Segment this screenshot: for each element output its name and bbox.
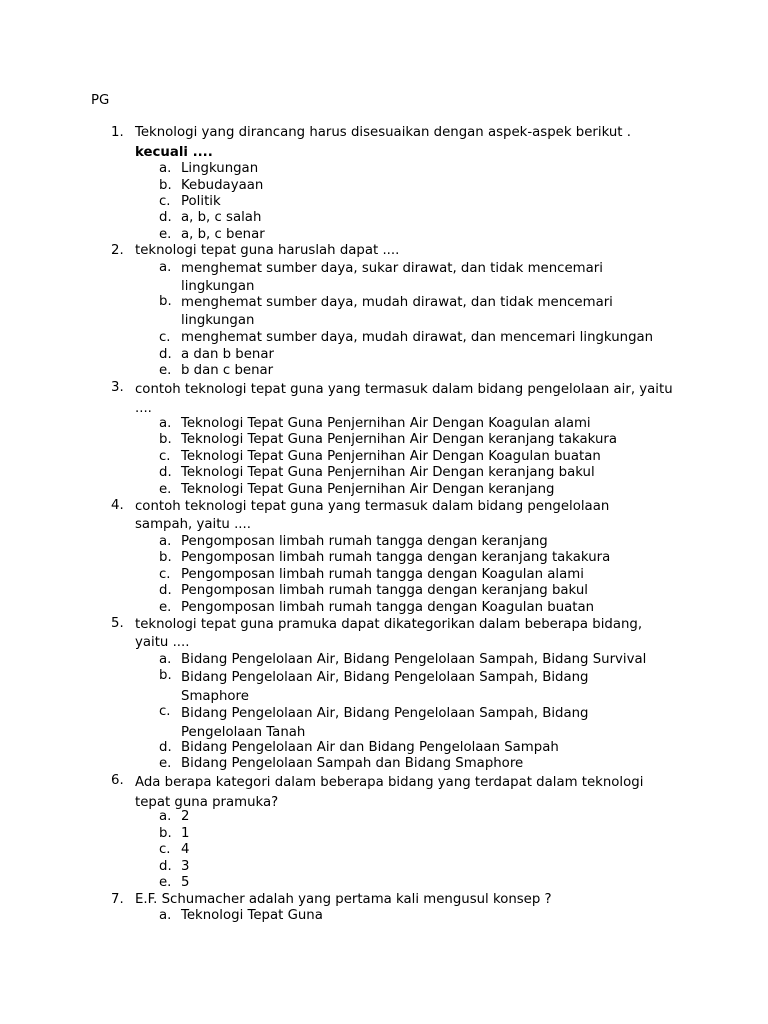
option-letter: d.	[159, 210, 172, 225]
option-letter: b.	[159, 668, 172, 683]
option-text: Politik	[181, 194, 221, 209]
question-emphasis: kecuali ....	[135, 144, 213, 160]
question-number: 4.	[111, 498, 124, 513]
option-text: b dan c benar	[181, 363, 274, 378]
option-text: Teknologi Tepat Guna Penjernihan Air Dengan keranjang	[181, 482, 555, 497]
option-text: Teknologi Tepat Guna Penjernihan Air Dengan keranjang bakul	[181, 465, 595, 480]
option-letter: a.	[159, 161, 172, 176]
section-heading: PG	[91, 93, 110, 108]
question-text: teknologi tepat guna pramuka dapat dikategorikan dalam beberapa bidang, yaitu ....	[135, 617, 643, 650]
option-text: Bidang Pengelolaan Air, Bidang Pengelolaan Sampah, Bidang Survival	[181, 652, 647, 667]
option-text: Bidang Pengelolaan Air, Bidang Pengelolaan Sampah, Bidang Pengelolaan Tanah	[181, 706, 589, 740]
option-letter: e.	[159, 756, 172, 771]
option-letter: d.	[159, 465, 172, 480]
option-letter: b.	[159, 178, 172, 193]
option-text: menghemat sumber daya, mudah dirawat, dan tidak mencemari lingkungan	[181, 295, 613, 328]
option-text: a dan b benar	[181, 347, 274, 362]
option-text: 4	[181, 842, 190, 857]
question-number: 2.	[111, 243, 124, 258]
option-text: 1	[181, 826, 190, 841]
question-text: Ada berapa kategori dalam beberapa bidang yang terdapat dalam teknologi tepat guna pramuka?	[135, 775, 644, 810]
option-letter: d.	[159, 859, 172, 874]
option-letter: c.	[159, 330, 171, 345]
option-text: Teknologi Tepat Guna	[181, 908, 323, 923]
question-text: contoh teknologi tepat guna yang termasuk dalam bidang pengelolaan air, yaitu ....	[135, 382, 673, 416]
option-letter: a.	[159, 534, 172, 549]
option-letter: c.	[159, 449, 171, 464]
option-letter: c.	[159, 704, 171, 719]
option-text: Bidang Pengelolaan Air, Bidang Pengelolaan Sampah, Bidang Smaphore	[181, 670, 589, 704]
question-text: teknologi tepat guna haruslah dapat ....	[135, 243, 400, 258]
option-letter: a.	[159, 908, 172, 923]
option-text: Pengomposan limbah rumah tangga dengan keranjang takakura	[181, 550, 611, 565]
question-stem: Teknologi yang dirancang harus disesuaikan dengan aspek-aspek berikut .	[135, 125, 631, 140]
option-text: Pengomposan limbah rumah tangga dengan Koagulan alami	[181, 567, 584, 582]
question-text: E.F. Schumacher adalah yang pertama kali mengusul konsep ?	[135, 892, 552, 907]
option-text: Teknologi Tepat Guna Penjernihan Air Dengan Koagulan alami	[181, 416, 591, 431]
question-number: 5.	[111, 616, 124, 631]
option-text: 5	[181, 875, 190, 890]
option-letter: c.	[159, 567, 171, 582]
option-letter: d.	[159, 347, 172, 362]
question-text: contoh teknologi tepat guna yang termasuk dalam bidang pengelolaan sampah, yaitu ....	[135, 499, 610, 532]
option-letter: a.	[159, 416, 172, 431]
question-number: 7.	[111, 892, 124, 907]
option-letter: b.	[159, 826, 172, 841]
option-letter: e.	[159, 363, 172, 378]
option-text: Pengomposan limbah rumah tangga dengan keranjang bakul	[181, 583, 588, 598]
option-letter: a.	[159, 260, 172, 275]
option-text: 3	[181, 859, 190, 874]
option-letter: e.	[159, 875, 172, 890]
option-text: Teknologi Tepat Guna Penjernihan Air Dengan Koagulan buatan	[181, 449, 601, 464]
option-text: Kebudayaan	[181, 178, 264, 193]
option-letter: d.	[159, 583, 172, 598]
option-text: Pengomposan limbah rumah tangga dengan keranjang	[181, 534, 548, 549]
option-text: 2	[181, 809, 190, 824]
option-text: Teknologi Tepat Guna Penjernihan Air Dengan keranjang takakura	[181, 432, 617, 447]
question-text	[135, 125, 695, 161]
option-text: a, b, c benar	[181, 227, 265, 242]
option-letter: d.	[159, 740, 172, 755]
option-letter: e.	[159, 482, 172, 497]
option-letter: c.	[159, 194, 171, 209]
option-letter: e.	[159, 600, 172, 615]
option-text: Lingkungan	[181, 161, 259, 176]
question-number: 6.	[111, 773, 124, 788]
option-letter: a.	[159, 652, 172, 667]
option-letter: e.	[159, 227, 172, 242]
option-text: Bidang Pengelolaan Air dan Bidang Pengelolaan Sampah	[181, 740, 559, 755]
question-number: 1.	[111, 125, 124, 140]
option-letter: b.	[159, 294, 172, 309]
option-text: menghemat sumber daya, sukar dirawat, dan tidak mencemari lingkungan	[181, 261, 603, 294]
option-text: a, b, c salah	[181, 210, 262, 225]
option-text: Pengomposan limbah rumah tangga dengan Koagulan buatan	[181, 600, 595, 615]
option-text: Bidang Pengelolaan Sampah dan Bidang Smaphore	[181, 756, 524, 771]
option-text: menghemat sumber daya, mudah dirawat, dan mencemari lingkungan	[181, 330, 654, 345]
option-letter: b.	[159, 550, 172, 565]
option-letter: a.	[159, 809, 172, 824]
option-letter: b.	[159, 432, 172, 447]
question-number: 3.	[111, 380, 124, 395]
option-letter: c.	[159, 842, 171, 857]
